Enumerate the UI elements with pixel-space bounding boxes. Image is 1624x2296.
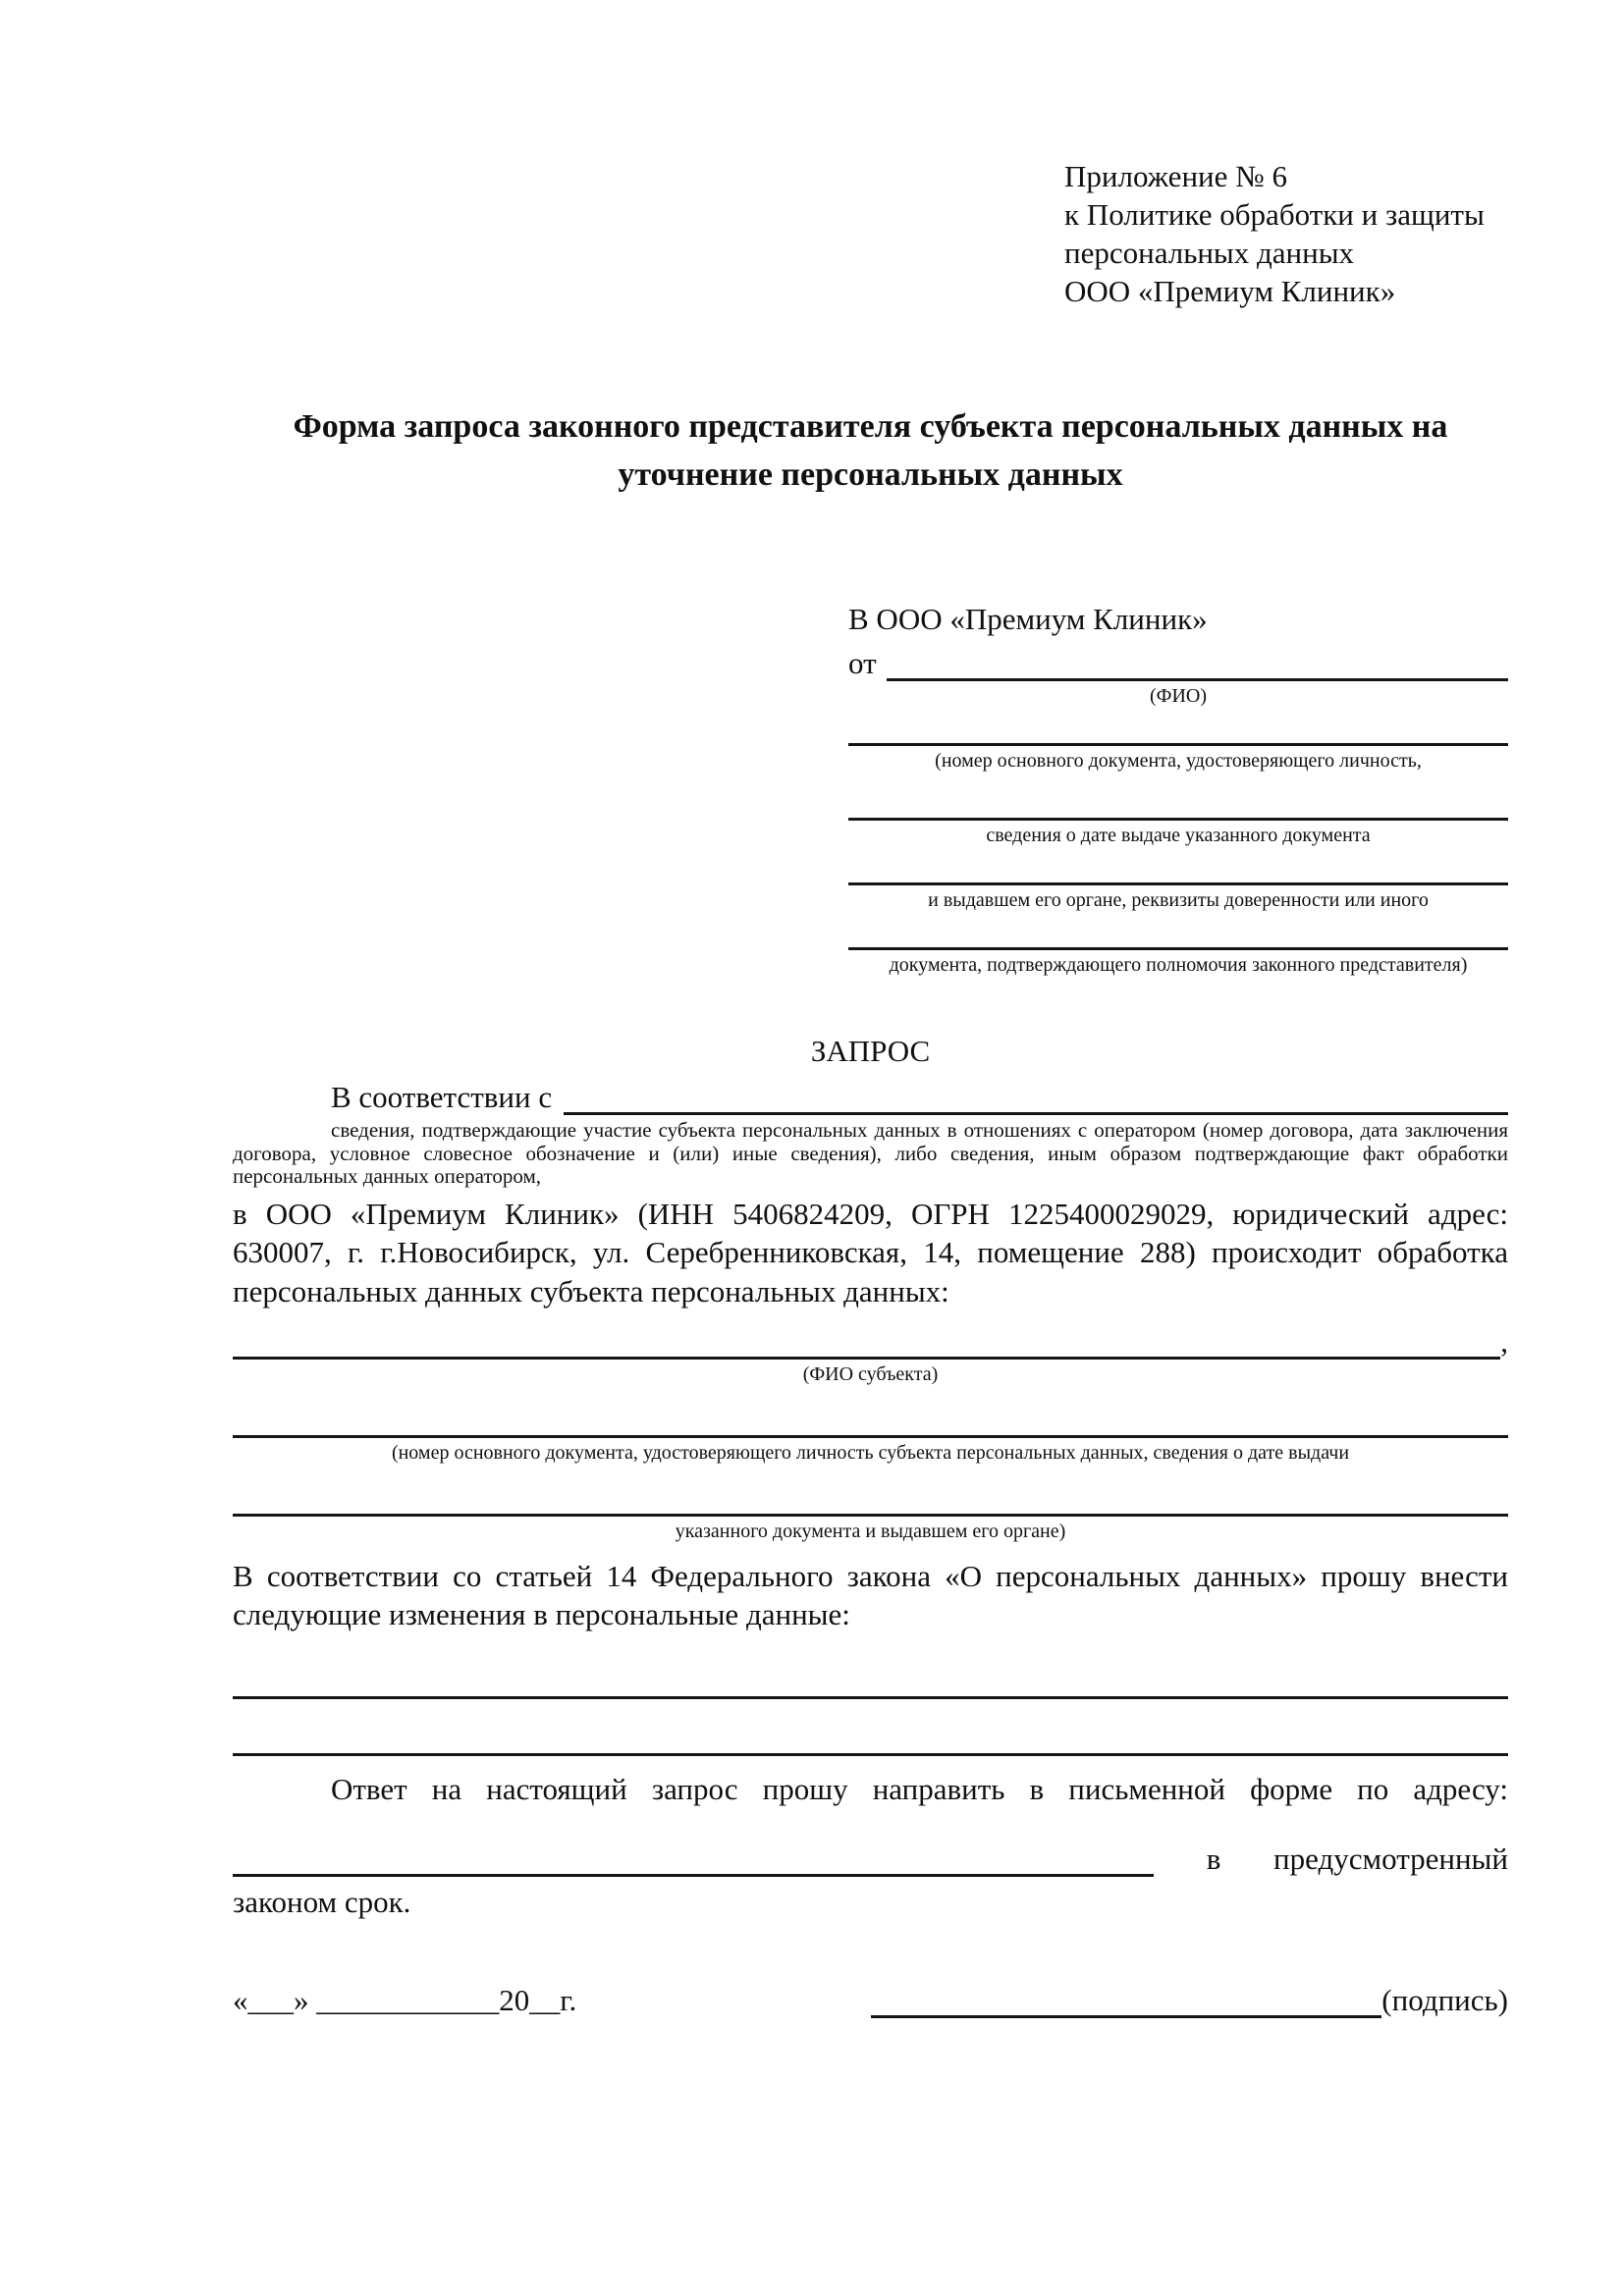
- subject-fio-row: [233, 1324, 1508, 1360]
- representative-doc-blank-line: [848, 847, 1508, 885]
- field-caption: и выдавшем его органе, реквизиты доверенности или иного: [928, 888, 1429, 911]
- from-row: [848, 645, 1508, 681]
- accordance-label: В соответствии с: [331, 1079, 553, 1114]
- trailing-comma: ,: [1500, 1324, 1508, 1360]
- accordance-row: [233, 1079, 1508, 1115]
- date-template: «___» ____________20__г.: [233, 1983, 577, 2018]
- article-paragraph: В соответствии со статьей 14 Федерального закона «О персональных данных» прошу внести следующие изменения в персональные данные:: [233, 1559, 1508, 1632]
- document-title: Форма запроса законного представителя субъекта персональных данных на уточнение персональных данных: [293, 408, 1448, 494]
- addressee-block: [848, 602, 1508, 977]
- representative-doc-blank-line: [848, 773, 1508, 821]
- answer-tail-word: в: [1206, 1842, 1221, 1877]
- signature-group: [871, 1982, 1508, 2018]
- field-caption: сведения о дате выдаче указанного документа: [986, 824, 1371, 846]
- signature-blank-line: [871, 1982, 1381, 2018]
- field-caption: (номер основного документа, удостоверяющего личность,: [935, 749, 1422, 772]
- changes-blank-line: [233, 1665, 1508, 1699]
- from-label: от: [848, 645, 877, 680]
- accordance-caption: сведения, подтверждающие участие субъекта персональных данных в отношениях с оператором (номер договора, дата заключения договора, условное словесное обозначение и (или) иные сведения), либо сведения, иным образом подтверждающие факт обработки персональных данных оператором,: [233, 1117, 1508, 1189]
- subject-doc-blank-line: [233, 1465, 1508, 1517]
- appendix-note-line: Приложение № 6: [1064, 159, 1287, 193]
- appendix-note-line: к Политике обработки и защиты: [1064, 197, 1485, 233]
- appendix-note: [1064, 157, 1508, 310]
- request-heading: ЗАПРОС: [810, 1033, 931, 1068]
- field-caption: документа, подтверждающего полномочия законного представителя): [889, 953, 1468, 976]
- changes-blank-line: [233, 1699, 1508, 1756]
- subject-doc-caption: (номер основного документа, удостоверяющего личность субъекта персональных данных, сведения о дате выдачи: [391, 1442, 1350, 1465]
- appendix-note-line: ООО «Премиум Клиник»: [1064, 274, 1396, 309]
- signature-row: [233, 1982, 1508, 2018]
- fio-caption: (ФИО): [1149, 684, 1207, 707]
- subject-fio-caption: (ФИО субъекта): [802, 1363, 939, 1386]
- answer-address-row: [233, 1839, 1508, 1877]
- answer-tail-word: предусмотренный: [1273, 1842, 1508, 1877]
- representative-doc-blank-line: [848, 912, 1508, 950]
- operator-paragraph: в ООО «Премиум Клиник» (ИНН 5406824209, ОГРН 1225400029029, юридический адрес: 630007, г. г.Новосибирск, ул. Серебренниковская, 14, помещение 288) происходит обработка персональных данных субъекта персональных данных:: [233, 1196, 1508, 1308]
- addressee-to: В ООО «Премиум Клиник»: [848, 601, 1208, 636]
- from-blank-line: [887, 645, 1508, 681]
- signature-caption: (подпись): [1381, 1983, 1508, 2018]
- answer-end: законом срок.: [233, 1885, 411, 1920]
- accordance-blank-line: [564, 1079, 1508, 1115]
- appendix-note-line: персональных данных: [1064, 236, 1355, 271]
- answer-paragraph: Ответ на настоящий запрос прошу направить в письменной форме по адресу:: [331, 1771, 1508, 1806]
- representative-doc-blank-line: [848, 708, 1508, 746]
- address-blank-line: [233, 1839, 1154, 1877]
- subject-doc-blank-line: [233, 1386, 1508, 1438]
- subject-fio-blank-line: [233, 1327, 1500, 1360]
- subject-doc-caption: указанного документа и выдавшем его органе): [675, 1521, 1066, 1543]
